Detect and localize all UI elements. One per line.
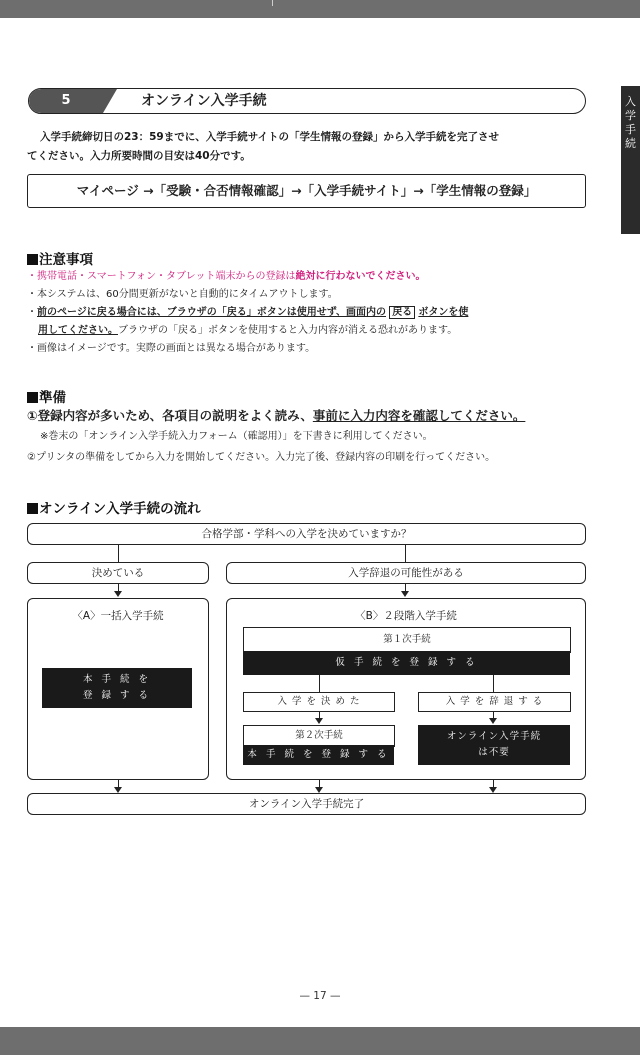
prep-item-1-note: ※巻末の「オンライン入学手続入力フォーム（確認用）」を下書きに利用してください。 (40, 431, 433, 442)
bottom-bar (0, 1027, 640, 1055)
notes-heading: 注意事項 (27, 248, 93, 268)
flow-b-second-action: 本 手 続 を 登 録 す る (243, 745, 394, 765)
prep-item-2: ②プリンタの準備をしてから入力を開始してください。入力完了後、登録内容の印刷を行ってください。 (27, 452, 496, 463)
flow-a-title: 〈A〉一括入学手続 (72, 610, 164, 622)
top-bar (0, 0, 640, 18)
flow-b-not-needed: オンライン入学手続 は不要 (418, 725, 570, 765)
flow-a-action: 本 手 続 を 登 録 す る (42, 668, 192, 708)
note-item-3-cont: 用してください。ブラウザの「戻る」ボタンを使用すると入力内容が消える恐れがあります。 (38, 325, 458, 336)
flow-b-second-label: 第２次手続 (243, 725, 395, 747)
flow-decided: 決めている (27, 562, 209, 584)
side-tab-char: 続 (625, 137, 636, 150)
intro-line-1: 入学手続締切日の23：59までに、入学手続サイトの「学生情報の登録」から入学手続を完了させ (40, 131, 499, 143)
flow-b-first-action: 仮 手 続 を 登 録 す る (243, 651, 570, 675)
prep-item-1: ①登録内容が多いため、各項目の説明をよく読み、事前に入力内容を確認してください。 (27, 408, 526, 423)
section-title: オンライン入学手続 (141, 93, 267, 109)
side-tab-char: 手 (625, 123, 636, 136)
flow-complete: オンライン入学手続完了 (27, 793, 586, 815)
flow-maybe-decline: 入学辞退の可能性がある (226, 562, 586, 584)
note-item-1: ・携帯電話・スマートフォン・タブレット端末からの登録は絶対に行わないでください。 (27, 271, 426, 282)
flow-b-decline: 入 学 を 辞 退 す る (418, 692, 571, 712)
prep-heading: 準備 (27, 386, 66, 406)
side-tab-char: 学 (625, 109, 636, 122)
intro-line-2: てください。入力所要時間の目安は40分です。 (27, 150, 251, 162)
flow-heading: オンライン入学手続の流れ (27, 497, 201, 517)
note-item-3: ・前のページに戻る場合には、ブラウザの「戻る」ボタンは使用せず、画面内の 戻る ボタンを使 (27, 307, 469, 318)
note-item-2: ・本システムは、60分間更新がないと自動的にタイムアウトします。 (27, 289, 338, 300)
side-index-tab (621, 86, 640, 234)
navigation-path-box: マイページ →「受験・合否情報確認」→「入学手続サイト」→「学生情報の登録」 (27, 174, 586, 208)
section-header (28, 88, 586, 114)
note-item-4: ・画像はイメージです。実際の画面とは異なる場合があります。 (27, 343, 316, 354)
flow-question: 合格学部・学科への入学を決めていますか？ (27, 523, 586, 545)
side-tab-char: 入 (625, 95, 636, 108)
section-number: 5 (29, 89, 103, 113)
flow-b-first-label: 第１次手続 (243, 627, 571, 653)
flow-b-decided: 入 学 を 決 め た (243, 692, 395, 712)
flow-b-title: 〈B〉２段階入学手続 (355, 610, 457, 622)
page-number: — 17 — (299, 990, 341, 1002)
